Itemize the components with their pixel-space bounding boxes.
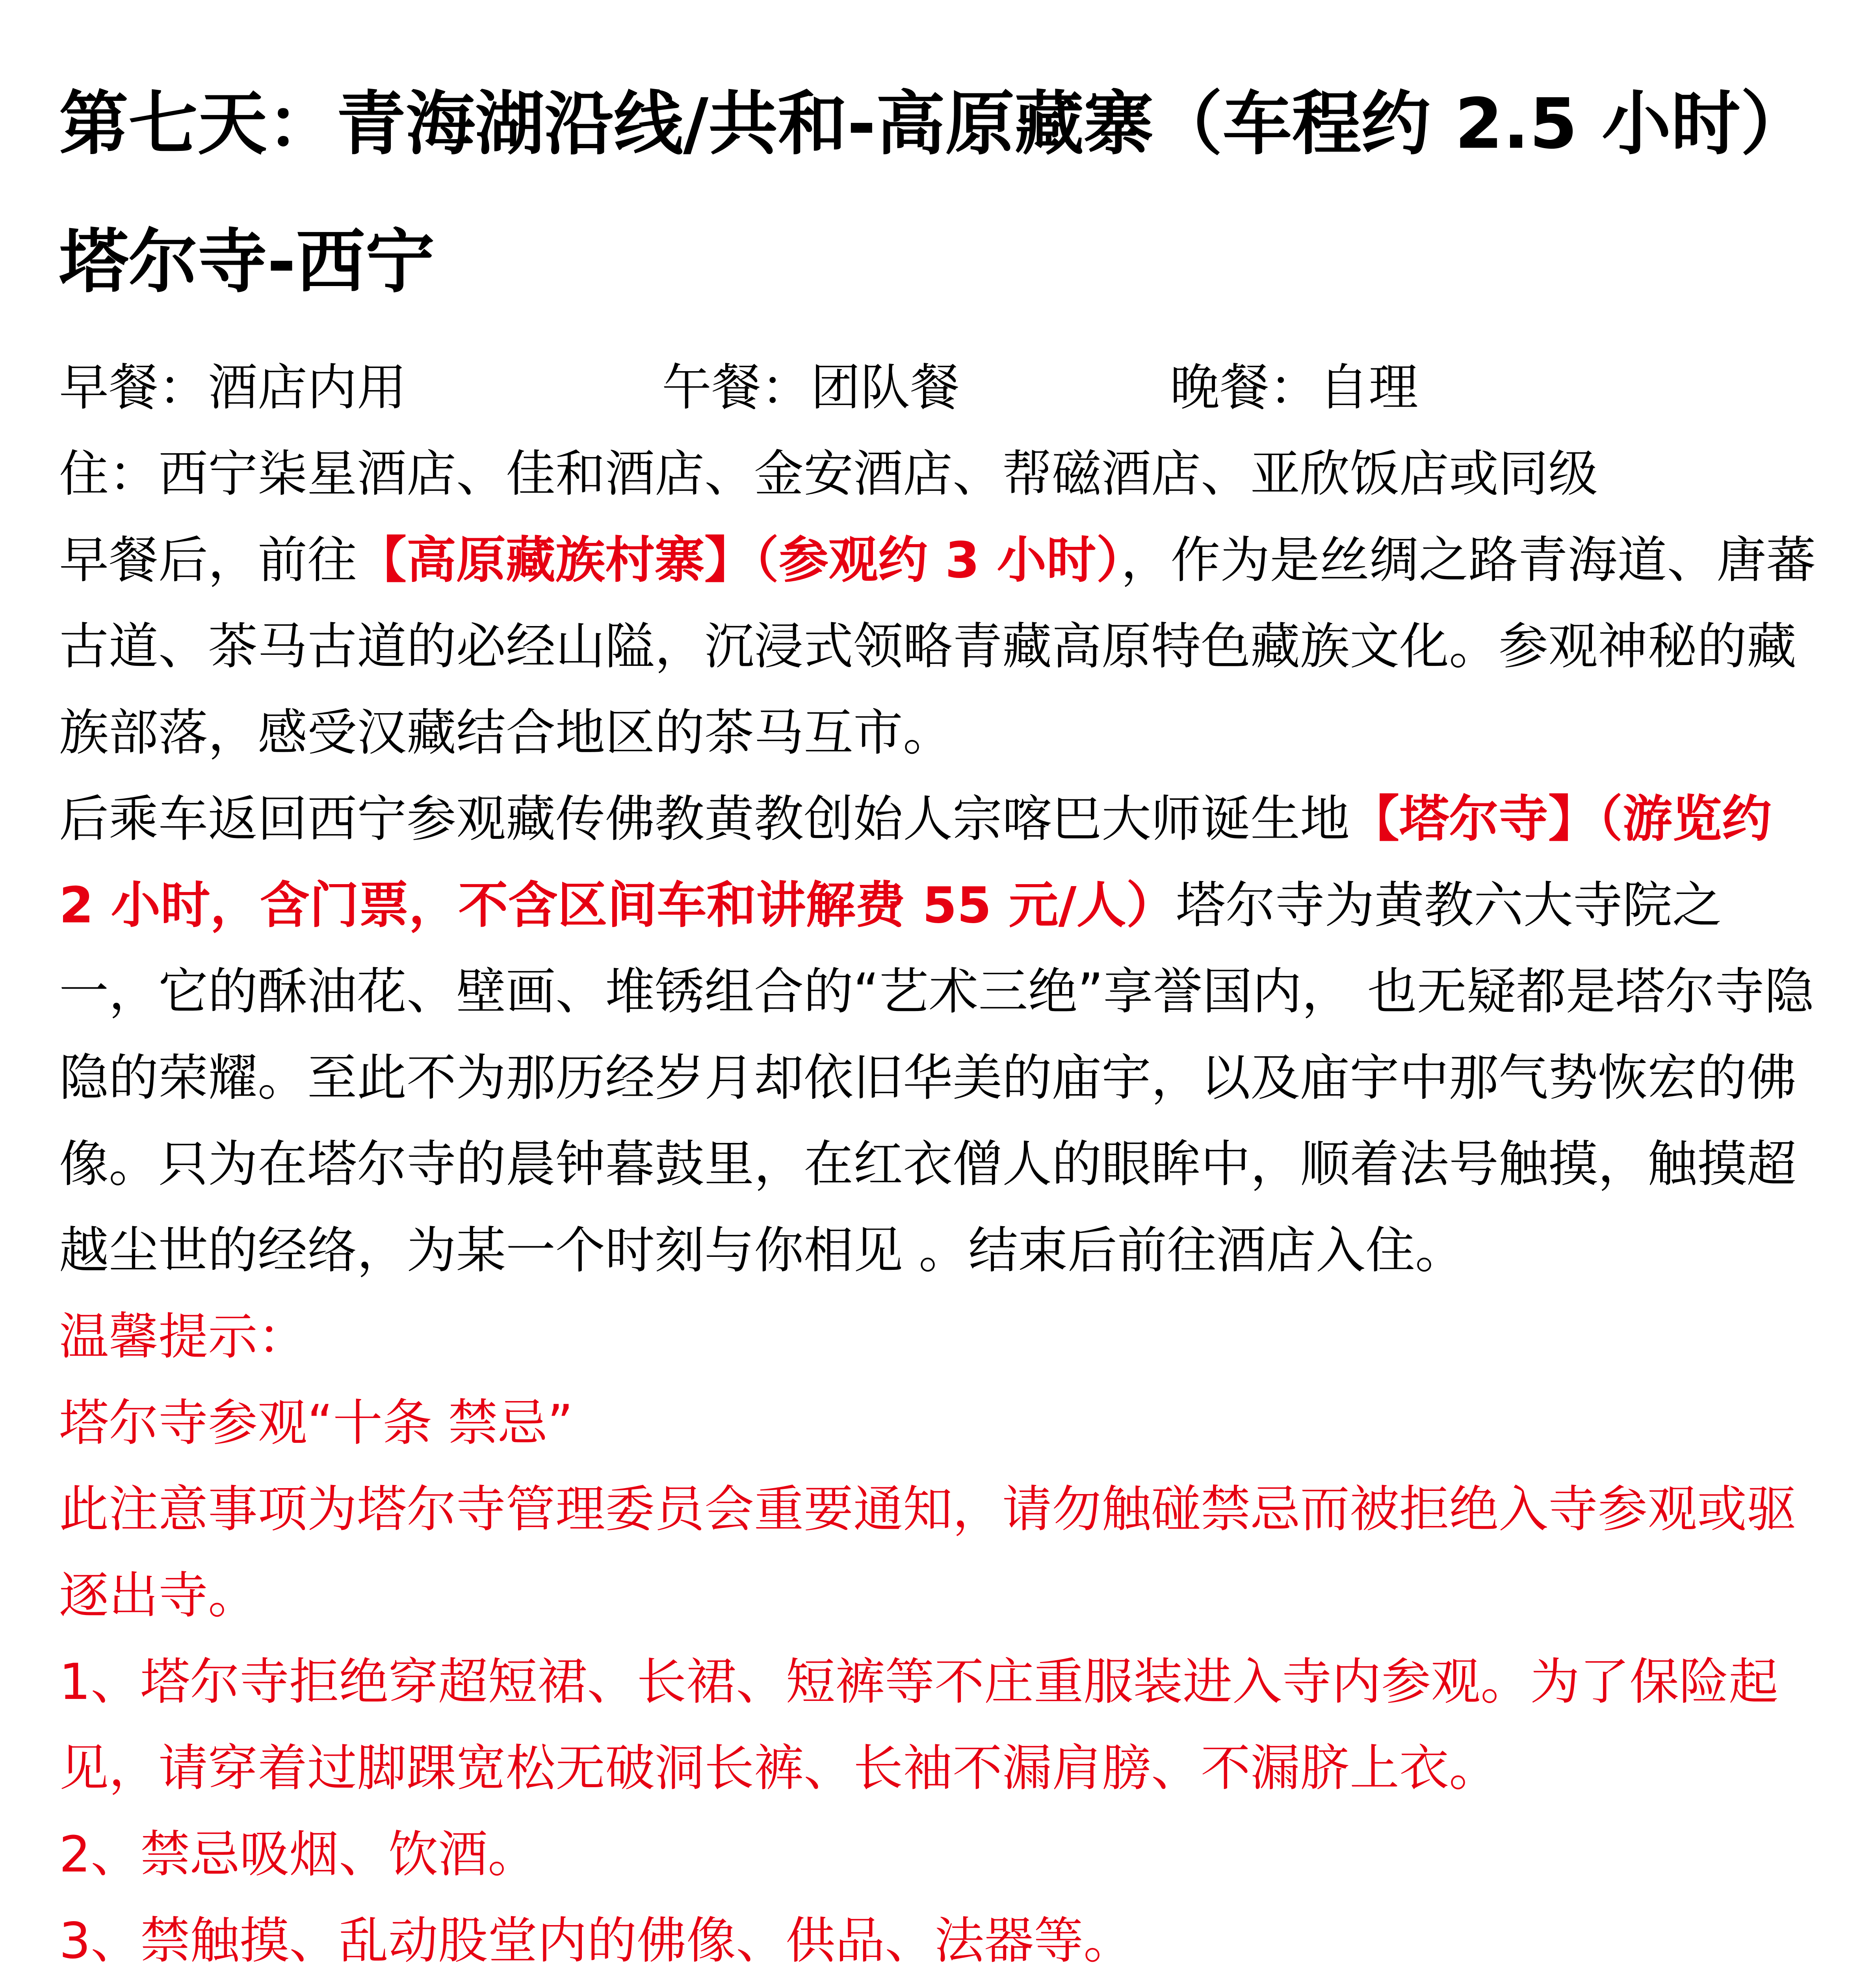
attraction-tibetan-village: 【高原藏族村寨】（参观约 3 小时） [357, 531, 1121, 589]
meals-row [59, 344, 1816, 431]
tips-heading: 温馨提示： [59, 1308, 307, 1366]
lunch-info: 午餐：团队餐 [662, 359, 960, 416]
para1-text-c: ，作为是丝绸之路青海道、唐蕃古道、茶马古道的必经山隘，沉浸式领略青藏高原特色藏族文化。参观神秘的藏族部落，感受汉藏结合地区的茶马互市。 [59, 531, 1816, 762]
para2-text-c: 塔尔寺为黄教六大寺院之一，它的酥油花、壁画、堆锈组合的“艺术三绝”享誉国内， 也无疑都是塔尔寺隐隐的荣耀。至此不为那历经岁月却依旧华美的庙宇，以及庙宇中那气势恢宏的佛像。只为在塔尔寺的晨钟暮鼓里，在红衣僧人的眼眸中，顺着法号触摸，触摸超越尘世的经络，为某一个时刻与你相见 。结束后前往酒店入住。 [59, 876, 1814, 1279]
hotel-info: 住：西宁柒星酒店、佳和酒店、金安酒店、帮磁酒店、亚欣饭店或同级 [59, 445, 1598, 503]
attraction-taer-temple: 【塔尔寺】（游览约 2 小时，含门票，不含区间车和讲解费 55 元/人） [59, 790, 1772, 934]
itinerary-paragraph-1 [59, 517, 1816, 776]
document-page [59, 55, 1816, 1970]
taboo-list [59, 1639, 1816, 1970]
taboo-item: 3、禁触摸、乱动股堂内的佛像、供品、法器等。 [59, 1912, 1133, 1970]
taboo-item: 1、塔尔寺拒绝穿超短裙、长裙、短裤等不庄重服装进入寺内参观。为了保险起见，请穿着过脚踝宽松无破洞长裤、长袖不漏肩膀、不漏脐上衣。 [59, 1653, 1779, 1797]
taboo-item: 2、禁忌吸烟、饮酒。 [59, 1825, 538, 1883]
itinerary-paragraph-2 [59, 776, 1816, 1294]
para1-text-a: 早餐后，前往 [59, 531, 357, 589]
para2-text-a: 后乘车返回西宁参观藏传佛教黄教创始人宗喀巴大师诞生地 [59, 790, 1350, 848]
dinner-info: 晚餐：自理 [1170, 359, 1418, 416]
tips-subheading: 塔尔寺参观“十条 禁忌” [59, 1394, 573, 1452]
tips-notice: 此注意事项为塔尔寺管理委员会重要通知，请勿触碰禁忌而被拒绝入寺参观或驱逐出寺。 [59, 1480, 1796, 1624]
breakfast-info: 早餐：酒店内用 [59, 359, 407, 416]
day-title: 第七天：青海湖沿线/共和-高原藏寨（车程约 2.5 小时）塔尔寺-西宁 [59, 84, 1810, 302]
